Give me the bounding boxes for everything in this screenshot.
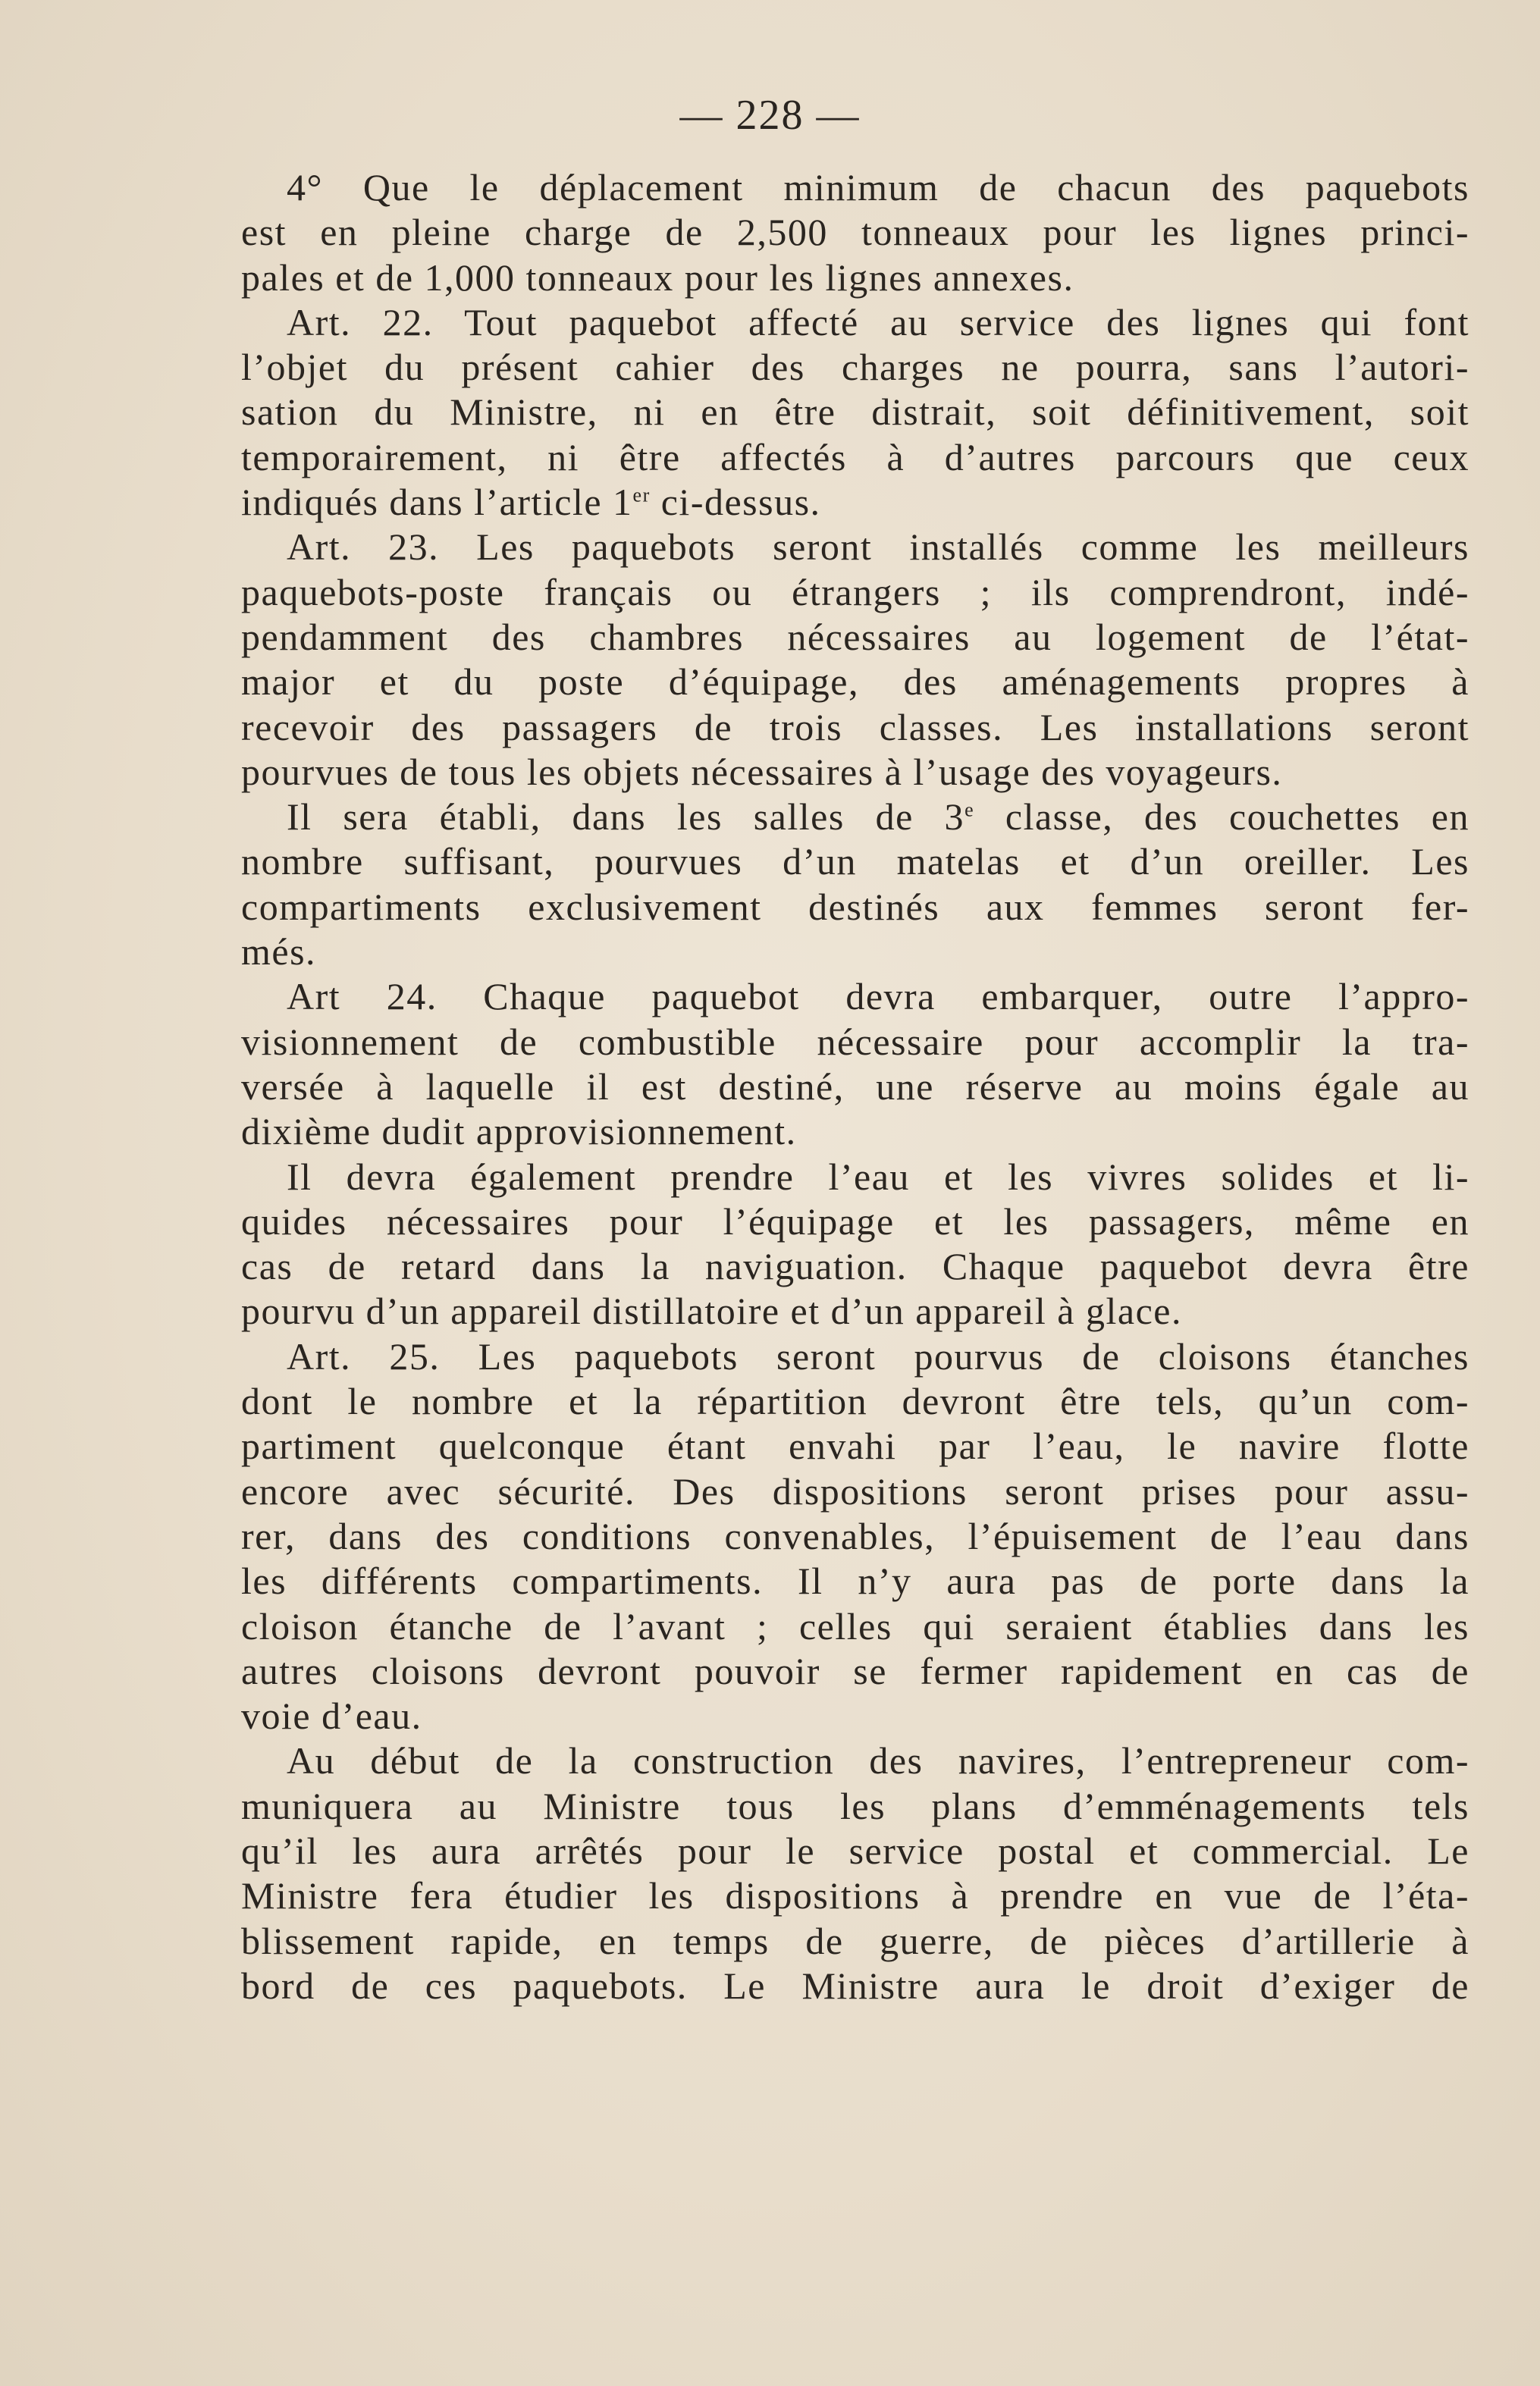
text-line: temporairement, ni être affectés à d’autres parcours que ceux (241, 435, 1469, 478)
text-line: més. (241, 930, 317, 974)
text-line: muniquera au Ministre tous les plans d’emménagements tels (241, 1784, 1469, 1827)
text-line: pales et de 1,000 tonneaux pour les lignes annexes. (241, 256, 1074, 299)
text-line: Ministre fera étudier les dispositions à prendre en vue de l’éta- (241, 1874, 1469, 1917)
text-line: Art. 22. Tout paquebot affecté au service des lignes qui font (287, 300, 1469, 343)
text-line: cloison étanche de l’avant ; celles qui seraient établies dans les (241, 1604, 1469, 1648)
text-line: qu’il les aura arrêtés pour le service postal et commercial. Le (241, 1829, 1469, 1872)
text-line: est en pleine charge de 2,500 tonneaux pour les lignes princi- (241, 211, 1469, 254)
text-line: bord de ces paquebots. Le Ministre aura le droit d’exiger de (241, 1964, 1469, 2007)
text-line: recevoir des passagers de trois classes. Les installations seront (241, 705, 1469, 748)
text-line: Art. 23. Les paquebots seront installés comme les meilleurs (287, 525, 1469, 569)
text-line: quides nécessaires pour l’équipage et les passagers, même en (241, 1199, 1469, 1243)
text-line: rer, dans des conditions convenables, l’épuisement de l’eau dans (241, 1514, 1469, 1557)
text-line: blissement rapide, en temps de guerre, de pièces d’artillerie à (241, 1919, 1469, 1962)
text-line: Il sera établi, dans les salles de 3e classe, des couchettes en (287, 795, 1469, 839)
text-line: pendamment des chambres nécessaires au logement de l’état- (241, 615, 1469, 658)
text-line: dont le nombre et la répartition devront être tels, qu’un com- (241, 1380, 1469, 1423)
text-line: indiqués dans l’article 1er ci-dessus. (241, 481, 821, 524)
text-line: paquebots-poste français ou étrangers ; ils comprendront, indé- (241, 570, 1469, 613)
text-line: Au début de la construction des navires, l’entrepreneur com- (287, 1739, 1469, 1782)
text-line: cas de retard dans la naviguation. Chaque paquebot devra être (241, 1245, 1469, 1288)
text-line: nombre suffisant, pourvues d’un matelas et d’un oreiller. Les (241, 840, 1469, 883)
text-line: autres cloisons devront pouvoir se fermer rapidement en cas de (241, 1649, 1469, 1692)
text-line: compartiments exclusivement destinés aux femmes seront fer- (241, 885, 1469, 928)
text-line: Art 24. Chaque paquebot devra embarquer, outre l’appro- (287, 975, 1469, 1018)
text-line: l’objet du présent cahier des charges ne pourra, sans l’autori- (241, 346, 1469, 389)
text-line: voie d’eau. (241, 1695, 422, 1738)
text-line: partiment quelconque étant envahi par l’eau, le navire flotte (241, 1425, 1469, 1468)
text-line: Art. 25. Les paquebots seront pourvus de cloisons étanches (287, 1334, 1469, 1378)
text-line: sation du Ministre, ni en être distrait, soit définitivement, soit (241, 390, 1469, 434)
text-line: pourvues de tous les objets nécessaires à l’usage des voyageurs. (241, 750, 1283, 793)
page-number: — 228 — (679, 92, 861, 139)
text-line: 4° Que le déplacement minimum de chacun des paquebots (287, 166, 1469, 209)
text-line: Il devra également prendre l’eau et les vivres solides et li- (287, 1155, 1469, 1198)
text-line: major et du poste d’équipage, des aménagements propres à (241, 660, 1469, 704)
text-line: versée à laquelle il est destiné, une réserve au moins égale au (241, 1064, 1469, 1108)
text-line: encore avec sécurité. Des dispositions seront prises pour assu- (241, 1469, 1469, 1513)
body-text (241, 165, 1469, 2008)
text-line: dixième dudit approvisionnement. (241, 1110, 797, 1153)
text-line: visionnement de combustible nécessaire pour accomplir la tra- (241, 1020, 1469, 1063)
text-line: pourvu d’un appareil distillatoire et d’un appareil à glace. (241, 1290, 1182, 1333)
text-line: les différents compartiments. Il n’y aura pas de porte dans la (241, 1560, 1469, 1603)
